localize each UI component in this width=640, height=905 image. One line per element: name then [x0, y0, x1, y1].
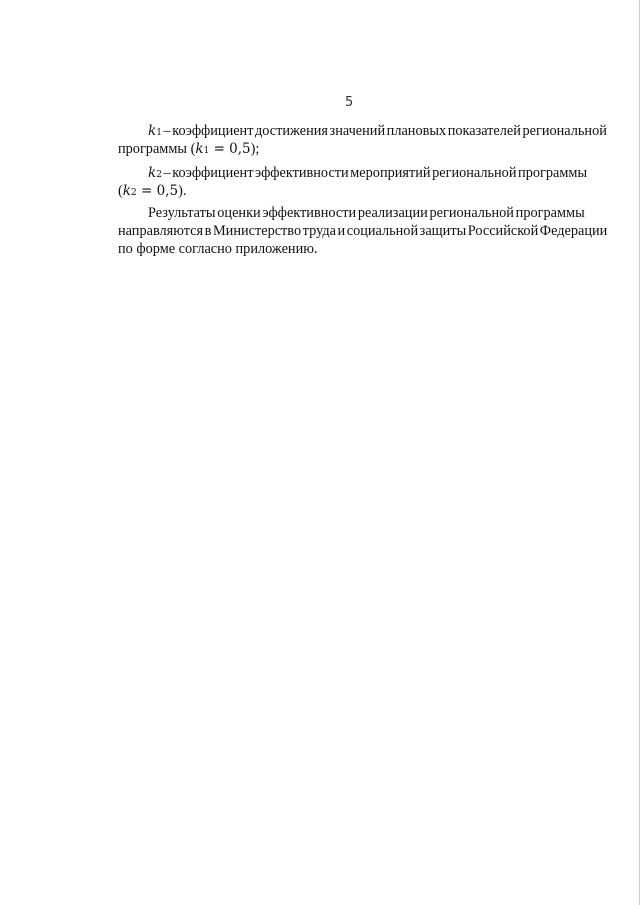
k1-subscript: 1	[156, 128, 162, 138]
k2-value: = 0,5	[140, 183, 179, 199]
k2-prefix: (	[118, 183, 123, 199]
k1-formula	[195, 141, 250, 157]
k2-definition-line1	[148, 165, 588, 182]
k2-formula-letter: k	[122, 183, 131, 199]
k1-definition-line2	[118, 141, 585, 158]
k1-symbol	[148, 123, 162, 139]
page-number: 5	[345, 95, 354, 110]
k2-symbol	[148, 165, 162, 181]
k1-value: = 0,5	[213, 141, 251, 157]
k1-letter: k	[148, 123, 157, 139]
k2-formula	[123, 183, 178, 199]
k1-text: – коэффициент достижения значений плановых показателей региональной	[163, 123, 607, 139]
k1-formula-letter: k	[195, 141, 204, 157]
results-line1: Результаты оценки эффективности реализации региональной программы	[148, 205, 585, 221]
k2-formula-subscript: 2	[130, 188, 137, 198]
results-line2: направляются в Министерство труда и социальной защиты Российской Федерации	[118, 223, 608, 239]
k1-definition-line1	[148, 123, 607, 140]
results-line3: по форме согласно приложению.	[118, 241, 318, 257]
k1-suffix: );	[250, 141, 260, 157]
k2-subscript: 2	[156, 170, 162, 180]
k2-text: – коэффициент эффективности мероприятий региональной программы	[163, 165, 588, 181]
k1-formula-subscript: 1	[203, 146, 210, 156]
k2-letter: k	[148, 165, 157, 181]
k2-suffix: ).	[178, 183, 187, 199]
k2-definition-line2	[118, 183, 585, 200]
k1-prefix: программы (	[118, 141, 196, 157]
